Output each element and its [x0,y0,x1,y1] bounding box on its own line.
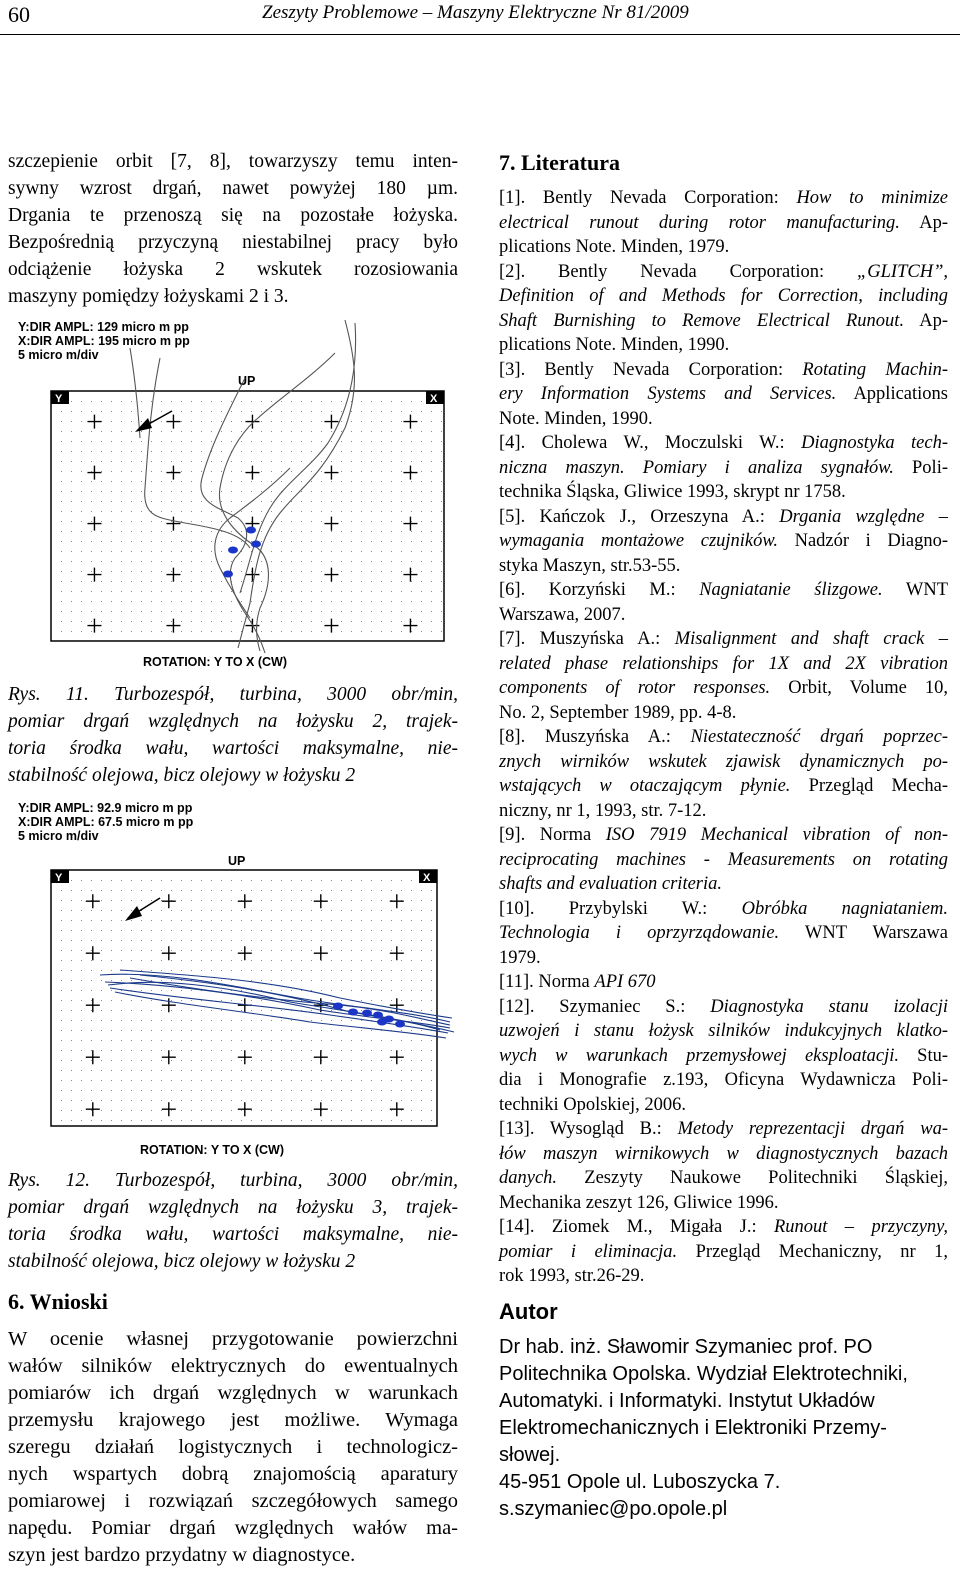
reference-line: [10]. Przybylski W.: Obróbka nagniataniem. [499,898,948,919]
reference-line: dia i Monografie z.193, Oficyna Wydawnicza Poli- [499,1070,948,1090]
reference-line: [6]. Korzyński M.: Nagniatanie ślizgowe. WNT [499,580,948,600]
fig12-x-ampl: X:DIR AMPL: 67.5 micro m pp [18,815,194,829]
fig11-scale: 5 micro m/div [18,348,99,362]
reference-line: uzwojeń i stanu łożysk silników indukcyjnych klatko- [499,1021,948,1041]
reference-line: znych wirników wskutek zjawisk dynamicznych po- [499,751,948,772]
reference-item [499,431,948,505]
fig12-scale: 5 micro m/div [18,829,99,843]
caption12-label: Rys. 12. [8,1170,91,1191]
fig11-up-label: UP [238,374,256,388]
fig12-up-label: UP [228,854,246,868]
reference-line: technika Śląska, Gliwice 1993, skrypt nr 1758. [499,482,846,502]
reference-line: related phase relationships for 1X and 2X vibration [499,653,948,674]
reference-item [499,1117,948,1215]
reference-item [499,358,948,432]
reference-item [499,627,948,725]
fig11-y-corner: Y [55,393,63,405]
fig12-grid [61,880,432,1121]
reference-line: Definition of and Methods for Correction, including [499,286,948,306]
reference-line: [8]. Muszyńska A.: Niestateczność drgań poprzec- [499,727,949,747]
intro-paragraph: szczepienie orbit [7, 8], towarzyszy temu inten- sywny wzrost drgań, nawet powyżej 180 µm. Drgania te przenoszą się na pozostałe łożyska. Bezpośrednią przyczyną niestabilnej pracy było odciążenie łożyska 2 wskutek rozosiowania maszyny pomiędzy łożyskami 2 i 3. [8,151,458,307]
reference-item [499,897,948,971]
reference-item [499,578,948,627]
reference-line: 1979. [499,947,541,968]
reference-line: rok 1993, str.26-29. [499,1266,645,1286]
reference-line: [13]. Wysogląd B.: Metody reprezentacji drgań wa- [499,1119,948,1139]
reference-line: wych w warunkach przemysłowej eksploatacji. Stu- [499,1045,948,1066]
reference-line: Warszawa, 2007. [499,604,626,625]
reference-item [499,995,948,1118]
fig12-x-corner: X [423,872,431,884]
reference-line: [5]. Kańczok J., Orzeszyna A.: Drgania względne – [499,506,948,527]
reference-item [499,505,948,579]
reference-line: [3]. Bently Nevada Corporation: Rotating Machin- [499,359,948,380]
figure-12-orbit [10,800,460,1160]
reference-line: danych. Zeszyty Naukowe Politechniki Śląskiej, [499,1168,948,1188]
reference-line: wymagania montażowe czujników. Nadzór i Diagno- [499,531,948,551]
literature-heading: 7. Literatura [499,150,620,175]
fig11-x-ampl: X:DIR AMPL: 195 micro m pp [18,334,190,348]
reference-item [499,725,948,823]
reference-line: Shaft Burnishing to Remove Electrical Runout. Ap- [499,310,949,331]
fig12-arrowhead [125,906,142,921]
reference-line: Mechanika zeszyt 126, Gliwice 1996. [499,1192,779,1213]
reference-line: niczny, nr 1, 1993, str. 7-12. [499,800,707,821]
fig11-y-ampl: Y:DIR AMPL: 129 micro m pp [18,320,189,334]
reference-line: reciprocating machines - Measurements on rotating [499,849,948,870]
fig11-rotation: ROTATION: Y TO X (CW) [143,655,287,669]
reference-line: niczna maszyn. Pomiary i analiza sygnałów. Poli- [499,457,948,478]
reference-line: wstających w otaczającym płynie. Przegląd Mecha- [499,776,948,796]
caption11-label: Rys. 11. [8,684,89,705]
reference-item [499,186,948,260]
fig11-trajectory [130,320,356,653]
reference-line: [2]. Bently Nevada Corporation: „GLITCH”, [499,261,948,282]
reference-line: [14]. Ziomek M., Migała J.: Runout – przyczyny, [499,1217,948,1237]
reference-item [499,260,948,358]
reference-item [499,1215,948,1289]
reference-line: [7]. Muszyńska A.: Misalignment and shaft crack – [499,629,948,649]
reference-line: [4]. Cholewa W., Moczulski W.: Diagnostyka tech- [499,433,948,453]
reference-line: [1]. Bently Nevada Corporation: How to minimize [499,188,949,208]
reference-line: [11]. Norma API 670 [499,972,656,992]
reference-line: plications Note. Minden, 1979. [499,237,730,257]
author-info: Dr hab. inż. Sławomir Szymaniec prof. PO Politechnika Opolska. Wydział Elektrotechniki, Automatyki. i Informatyki. Instytut Układów Elektromechanicznych i Elektroniki Przemy- słowej. 45-951 Opole ul. Luboszycka 7. s.szymaniec@po.opole.pl [499,1334,948,1523]
reference-item [499,823,948,897]
conclusions-paragraph: W ocenie własnej przygotowanie powierzchni wałów silników elektrycznych do ewentualnych pomiarów ich drgań względnych w warunkach przemysłu krajowego jest możliwe. Wymaga szeregu działań logistycznych i technologicz- nych wspartych dobrą znajomością aparatury pomiarowej i rozwiązań szczegółowych samego napędu. Pomiar drgań względnych wałów ma- szyn jest bardzo przydatny w diagnostyce. [8,1328,458,1566]
reference-line: No. 2, September 1989, pp. 4-8. [499,702,737,723]
author-heading: Autor [499,1299,558,1324]
reference-line: components of rotor responses. Orbit, Volume 10, [499,678,948,698]
conclusions-heading: 6. Wnioski [8,1289,108,1314]
reference-line: łów maszyn wirnikowych w diagnostycznych bazach [499,1143,948,1164]
figure-11-orbit [10,318,460,673]
fig11-grid [61,401,442,633]
reference-line: Note. Minden, 1990. [499,408,653,429]
reference-line: ery Information Systems and Services. Applications [499,384,948,404]
reference-line: [9]. Norma ISO 7919 Mechanical vibration of non- [499,825,948,845]
fig12-rotation: ROTATION: Y TO X (CW) [140,1143,284,1157]
reference-line: styka Maszyn, str.53-55. [499,555,681,576]
reference-list [499,186,948,1289]
fig11-x-corner: X [430,393,438,405]
reference-line: shafts and evaluation criteria. [499,874,723,894]
page-number: 60 [8,2,30,27]
reference-line: electrical runout during rotor manufacturing. Ap- [499,212,948,233]
reference-item [499,970,948,995]
header-rule [0,34,960,35]
journal-title: Zeszyty Problemowe – Maszyny Elektryczne Nr 81/2009 [262,2,689,23]
caption-figure-11: Rys. 11. Turbozespół, turbina, 3000 obr/min, pomiar drgań względnych na łożysku 2, trajek- toria środka wału, wartości maksymalne, nie- stabilność olejowa, bicz olejowy w łożysku 2 [8,684,459,786]
fig12-frame [51,870,437,1126]
reference-line: pomiar i eliminacja. Przegląd Mechaniczny, nr 1, [499,1241,949,1262]
fig12-y-corner: Y [55,872,63,884]
author-email[interactable]: s.szymaniec@po.opole.pl [499,1498,728,1520]
reference-line: Technologia i oprzyrządowanie. WNT Warszawa [499,923,948,943]
reference-line: techniki Opolskiej, 2006. [499,1094,687,1115]
reference-line: plications Note. Minden, 1990. [499,335,730,355]
reference-line: [12]. Szymaniec S.: Diagnostyka stanu izolacji [499,996,948,1017]
caption-figure-12: Rys. 12. Turbozespół, turbina, 3000 obr/min, pomiar drgań względnych na łożysku 3, trajek- toria środka wału, wartości maksymalne, nie- stabilność olejowa, bicz olejowy w łożysku 2 [8,1170,458,1272]
fig12-y-ampl: Y:DIR AMPL: 92.9 micro m pp [18,801,193,815]
fig12-trajectory [100,970,454,1038]
